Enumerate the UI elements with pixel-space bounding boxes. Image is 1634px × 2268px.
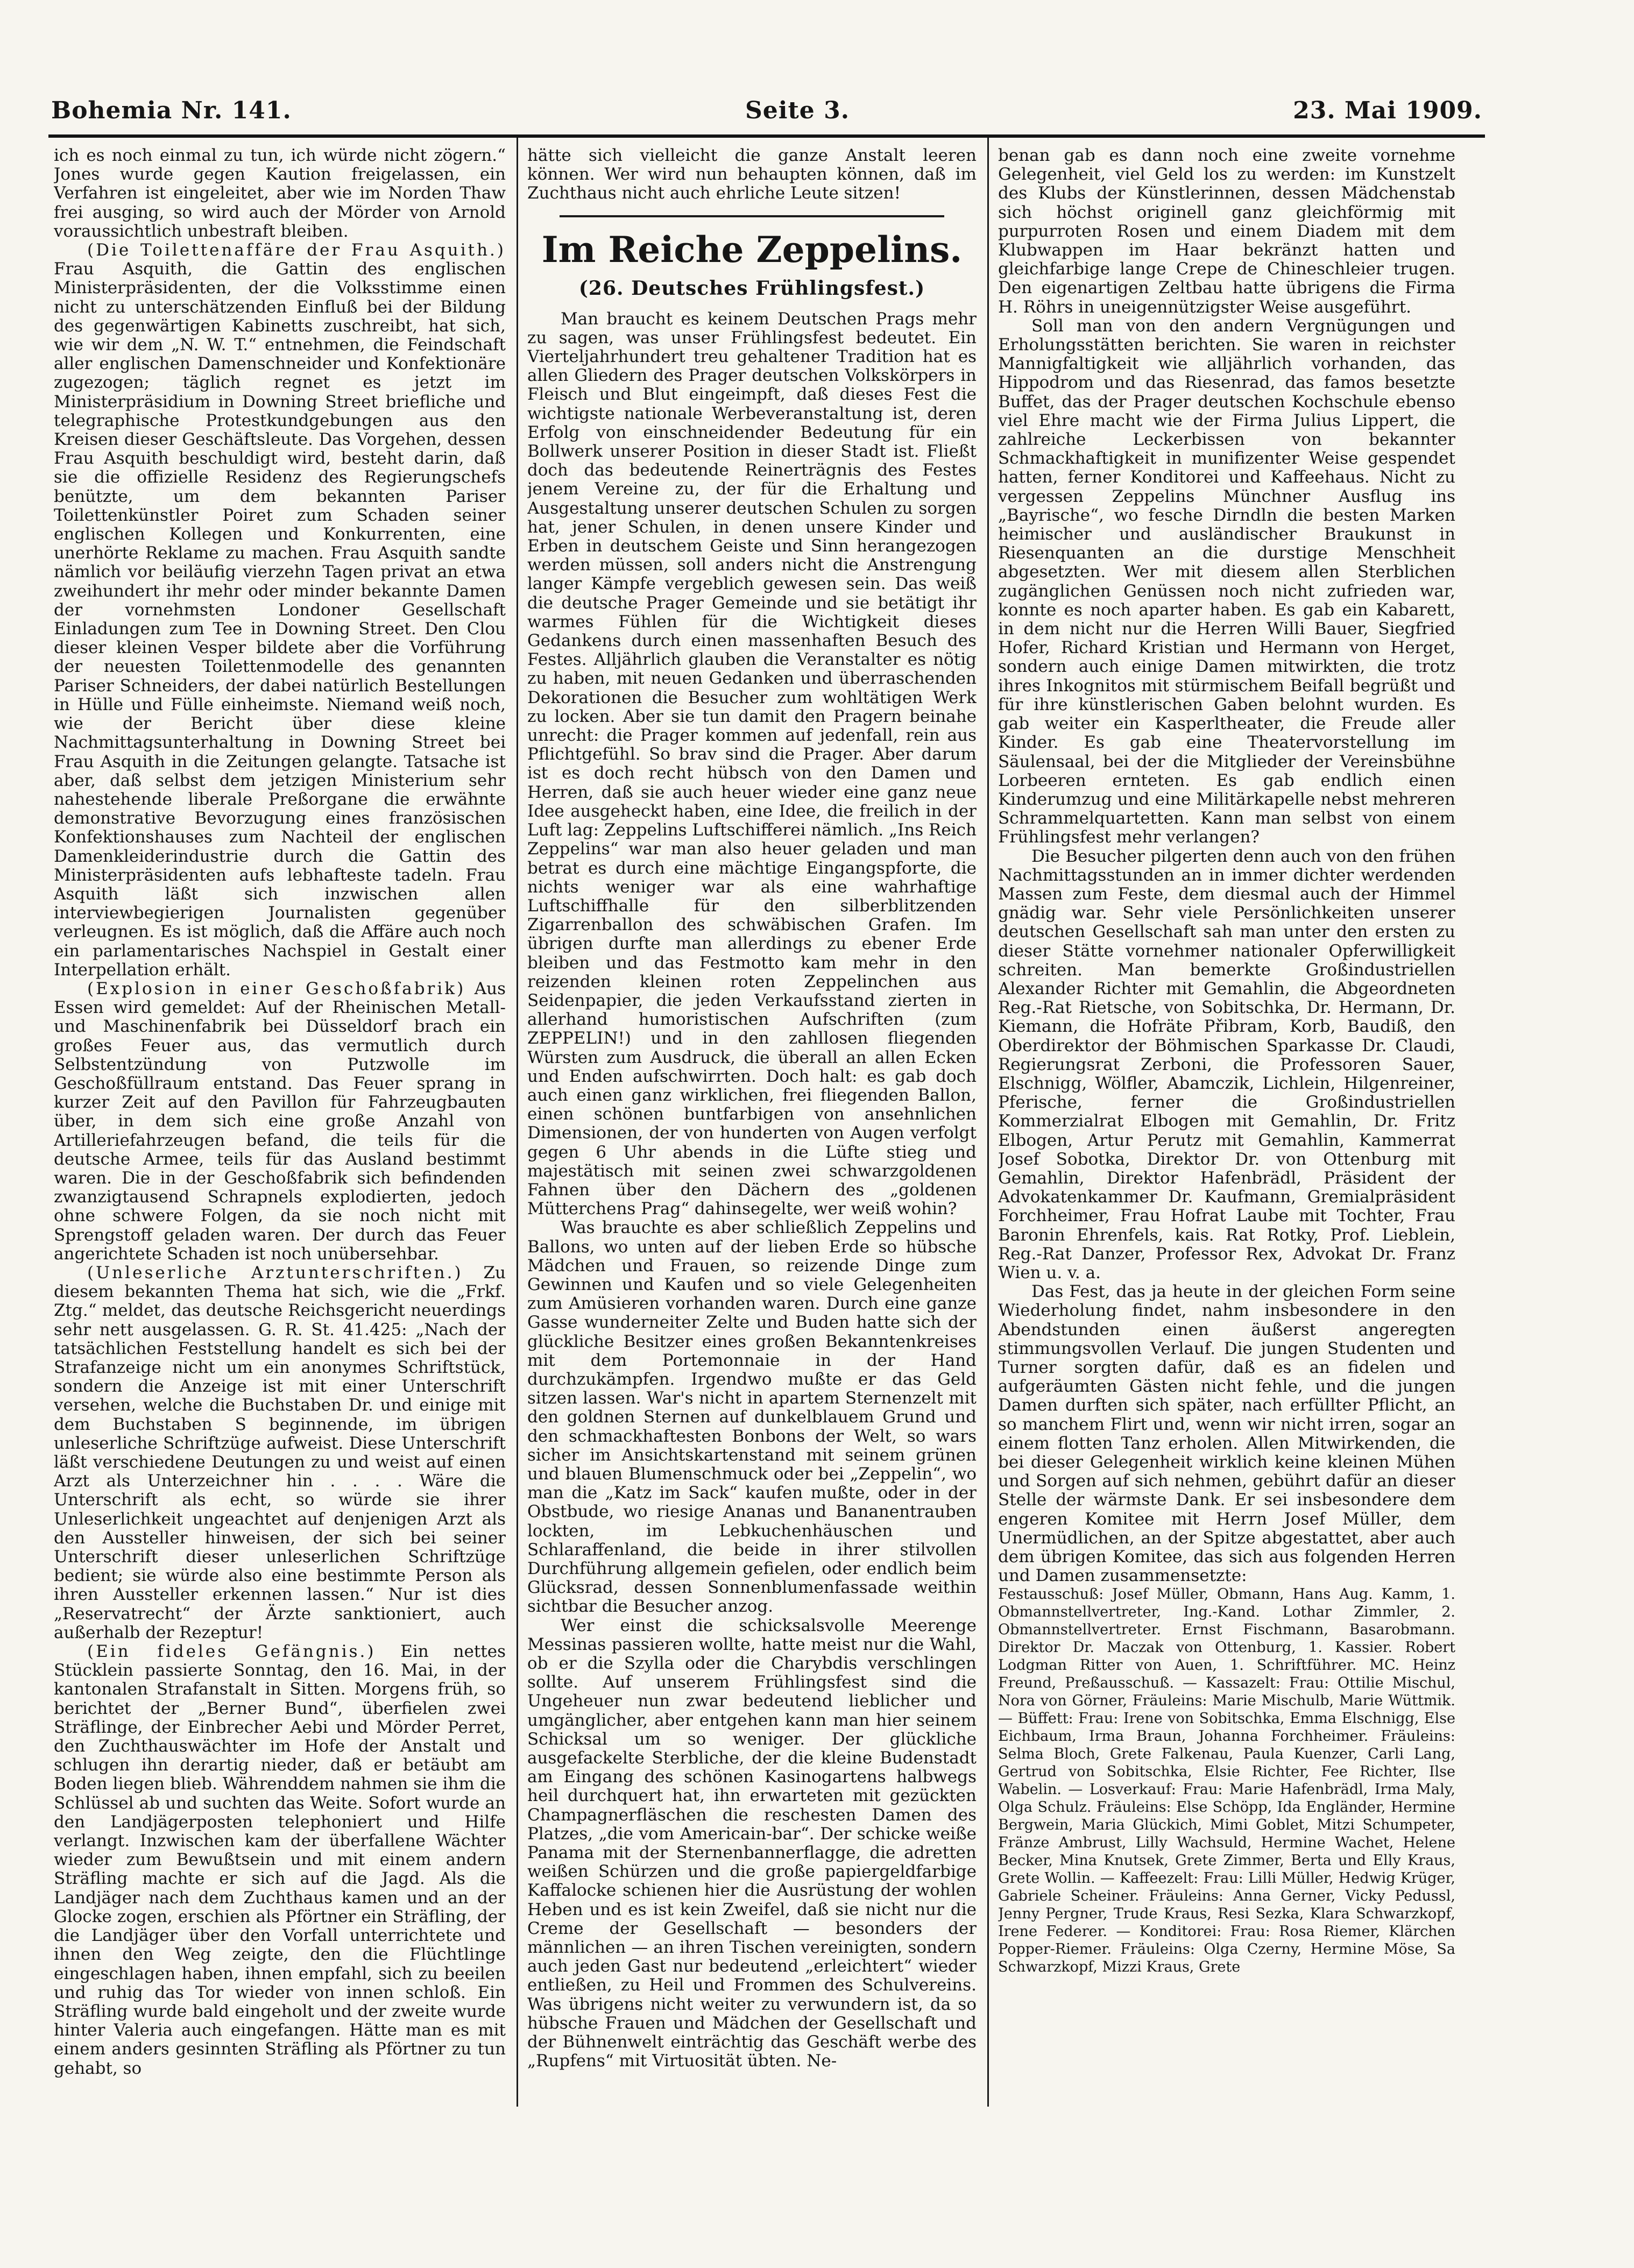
column-left — [54, 146, 506, 2104]
page-header — [51, 81, 1482, 134]
paragraph: Man braucht es keinem Deutschen Prags mehr zu sagen, was unser Frühlingsfest bedeutet. Ein Vierteljahrhundert treu gehaltener Tradition hat es allen Gliedern des Prager deutschen Volkskörpers in Fleisch und Blut eingeimpft, daß dieses Fest die wichtigste nationale Werbeveranstaltung ist, deren Erfolg von einschneidender Bedeutung für ein Bollwerk unserer Position in dieser Stadt ist. Fließt doch das bedeutende Reinerträgnis des Festes jenem Vereine zu, der für die Erhaltung und Ausgestaltung unserer deutschen Schulen zu sorgen hat, jener Schulen, in denen unsere Kinder und Erben in deutschem Geiste und Sinn herangezogen werden müssen, soll anders nicht die Anstrengung langer Kämpfe vergeblich gewesen sein. Das weiß die deutsche Prager Gemeinde und sie betätigt ihr warmes Fühlen für die Wichtigkeit dieses Gedankens durch einen massenhaften Besuch des Festes. Alljährlich glauben die Veranstalter es nötig zu haben, mit neuen Gedanken und überraschenden Dekorationen die Besucher zum wohltätigen Werk zu locken. Aber sie tun damit den Pragern beinahe unrecht: die Prager kommen auf jedenfall, rein aus Pflichtgefühl. So brav sind die Prager. Aber darum ist es doch recht hübsch von den Damen und Herren, daß sie auch heuer wieder eine ganz neue Idee ausgeheckt haben, eine Idee, die freilich in der Luft lag: Zeppelins Luftschifferei nämlich. „Ins Reich Zeppelins“ war man also heuer geladen und man betrat es durch eine mächtige Eingangspforte, die nichts weniger war als eine wahrhaftige Luftschiffhalle für den silberblitzenden Zigarrenballon des schwäbischen Grafen. Im übrigen durfte man allerdings zu ebener Erde bleiben und das Festmotto kam mehr in den reizenden kleinen roten Zeppelinchen aus Seidenpapier, die jeden Verkaufsstand zierten in allerhand humoristischen Aufschriften (zum ZEPPELIN!) und in den zahllosen fliegenden Würsten zum Ausdruck, die überall an allen Ecken und Enden aufschwirrten. Doch halt: es gab doch auch einen ganz wirklichen, frei fliegenden Ballon, einen schönen buntfarbigen von ansehnlichen Dimensionen, der von hunderten von Augen verfolgt gegen 6 Uhr abends in die Lüfte stieg und majestätisch mit seinen zwei schwarzgoldenen Fahnen über den Dächern des „goldenen Mütterchens Prag“ dahinsegelte, wer weiß wohin? — [527, 309, 977, 1219]
paragraph — [54, 1264, 506, 1642]
paragraph-text: Ein nettes Stücklein passierte Sonntag, den 16. Mai, in der kantonalen Strafanstalt in Sitten. Morgens früh, so berichtet der „Berner Bund“, überfielen zwei Sträflinge, der Einbrecher Aebi und Mörder Perret, den Zuchthauswächter im Hofe der Anstalt und schlugen ihn derartig nieder, daß er betäubt am Boden liegen blieb. Währenddem nahmen sie ihm die Schlüssel ab und suchten das Weite. Sofort wurde an den Landjägerposten telephoniert und Hilfe verlangt. Inzwischen kam der überfallene Wächter wieder zum Bewußtsein und mit einem andern Sträfling machte er sich auf die Jagd. Als die Landjäger nach dem Zuchthaus kamen und an der Glocke zogen, erschien als Pförtner ein Sträfling, der die Landjäger über den Vorfall unterrichtete und ihnen den Weg zeigte, den die Flüchtlinge eingeschlagen haben, ihnen empfahl, sich zu beeilen und ruhig das Tor wieder von innen schloß. Ein Sträfling wurde bald eingeholt und der zweite wurde hinter Valeria auch eingefangen. Hätte man es mit einem anders gesinnten Sträfling als Pförtner zu tun gehabt, so — [54, 1642, 506, 2078]
article-subtitle: (26. Deutsches Frühlingsfest.) — [578, 277, 925, 300]
column-divider — [987, 138, 989, 2107]
paragraph-text: Aus Essen wird gemeldet: Auf der Rheinischen Metall- und Maschinenfabrik bei Düsseldorf brach ein großes Feuer aus, das vermutlich durch Selbstentzündung von Putzwolle im Geschoßfüllraum entstand. Das Feuer sprang in kurzer Zeit auf den Pavillon für Fahrzeugbauten über, in dem sich eine große Anzahl von Artilleriefahrzeugen befand, die teils für die deutsche Armee, teils für das Ausland bestimmt waren. Die in der Geschoßfabrik sich befindenden zwanzigtausend Schrapnels explodierten, jedoch ohne schwere Folgen, da sie noch nicht mit Sprengstoff geladen waren. Der durch das Feuer angerichtete Schaden ist noch unübersehbar. — [54, 979, 506, 1264]
page-number: Seite 3. — [745, 97, 850, 124]
paragraph-text: Zu diesem bekannten Thema hat sich, wie die „Frkf. Ztg.“ meldet, das deutsche Reichsgericht neuerdings sehr nett ausgelassen. G. R. St. 41.425: „Nach der tatsächlichen Feststellung handelt es sich bei der Strafanzeige nicht um ein anonymes Schriftstück, sondern die Anzeige ist mit einer Unterschrift versehen, welche die Buchstaben Dr. und einige mit dem Buchstaben S beginnende, im übrigen unleserliche Schriftzüge aufweist. Diese Unterschrift läßt verschiedene Deutungen zu und weist auf einen Arzt als Unterzeichner hin . . . . Wäre die Unterschrift als echt, so würde sie ihrer Unleserlichkeit ungeachtet auf denjenigen Arzt als den Aussteller hinweisen, der sich bei seiner Unterschrift dieser unleserlichen Schriftzüge bedient; sie würde also eine bestimmte Person als ihren Aussteller erkennen lassen.“ Nur ist dies „Reservatrecht“ der Ärzte sanktioniert, auch außerhalb der Rezeptur! — [54, 1263, 506, 1642]
article-rubric: (Unleserliche Arztunterschriften.) — [87, 1263, 463, 1282]
paragraph: ich es noch einmal zu tun, ich würde nicht zögern.“ Jones wurde gegen Kaution freigelassen, ein Verfahren ist eingeleitet, aber wie im Norden Thaw frei ausging, so wird auch der Mörder von Arnold voraussichtlich unbestraft bleiben. — [54, 146, 506, 241]
article-rubric: (Explosion in einer Geschoßfabrik) — [87, 979, 466, 998]
column-right — [998, 146, 1455, 2104]
column-middle — [527, 146, 977, 2104]
paragraph: Die Besucher pilgerten denn auch von den frühen Nachmittagsstunden an in immer dichter werdenden Massen zum Feste, dem diesmal auch der Himmel gnädig war. Sehr viele Persönlichkeiten unserer deutschen Gesellschaft sah man unter den ersten zu dieser Stätte vornehmer nationaler Opferwilligkeit schreiten. Man bemerkte Großindustriellen Alexander Richter mit Gemahlin, die Abgeordneten Reg.-Rat Rietsche, von Sobitschka, Dr. Hermann, Dr. Kiemann, die Hofräte Přibram, Korb, Baudiß, den Oberdirektor der Böhmischen Sparkasse Dr. Claudi, Regierungsrat Zerboni, die Professoren Sauer, Elschnigg, Wölfler, Abamczik, Lichlein, Hilgenreiner, Pferische, ferner die Großindustriellen Kommerzialrat Elbogen mit Gemahlin, Dr. Fritz Elbogen, Artur Perutz mit Gemahlin, Kammerrat Josef Sobotka, Direktor Dr. von Ottenburg mit Gemahlin, Direktor Hafenbrädl, Präsident der Advokatenkammer Dr. Kaufmann, Gremialpräsident Forchheimer, Frau Hofrat Laube mit Tochter, Frau Baronin Ehrenfels, kais. Rat Rotky, Prof. Lieblein, Reg.-Rat Danzer, Professor Rex, Advokat Dr. Franz Wien u. v. a. — [998, 846, 1455, 1282]
masthead-issue: Bohemia Nr. 141. — [51, 97, 292, 124]
article-rubric: (Ein fideles Gefängnis.) — [87, 1642, 376, 1662]
paragraph: Soll man von den andern Vergnügungen und Erholungsstätten berichten. Sie waren in reichster Mannigfaltigkeit wie alljährlich vorhanden, das Hippodrom und das Riesenrad, das famos besetzte Buffet, das der Prager deutschen Kochschule ebenso viel Ehre macht wie der Firma Julius Lippert, die zahlreiche Leckerbissen von bekannter Schmackhaftigkeit in munifizenter Weise gespendet hatten, ferner Konditorei und Kaffeehaus. Nicht zu vergessen Zeppelins Münchner Ausflug ins „Bayrische“, wo fesche Dirndln die besten Marken heimischer und ausländischer Braukunst in Riesenquanten an die durstige Menschheit abgesetzten. Wer mit diesem allen Sterblichen zugänglichen Genüssen noch nicht zufrieden war, konnte es noch aparter haben. Es gab ein Kabarett, in dem nicht nur die Herren Willi Bauer, Siegfried Hofer, Richard Kristian und Hermann von Herget, sondern auch einige Damen mitwirkten, die trotz ihres Inkognitos mit stürmischem Beifall begrüßt und für ihre künstlerischen Gaben belohnt wurden. Es gab weiter ein Kasperltheater, die Freude aller Kinder. Es gab eine Theatervorstellung im Säulensaal, bei der die Mitglieder der Vereinsbühne Lorbeeren ernteten. Es gab endlich einen Kinderumzug und eine Militärkapelle nebst mehreren Schrammelquartetten. Kann man selbst von einem Frühlingsfest mehr verlangen? — [998, 316, 1455, 847]
paragraph: Was brauchte es aber schließlich Zeppelins und Ballons, wo unten auf der lieben Erde so hübsche Mädchen und Frauen, so reizende Dinge zum Gewinnen und Kaufen und so viele Gelegenheiten zum Amüsieren vorhanden waren. Durch eine ganze Gasse wunderneiter Zelte und Buden hatte sich der glückliche Besitzer eines großen Bekanntenkreises mit dem Portemonnaie in der Hand durchzukämpfen. Irgendwo mußte er das Geld sitzen lassen. War's nicht in apartem Sternenzelt mit den goldnen Sternen auf dunkelblauem Grund und den schmackhaftesten Bonbons der Welt, so wars sicher im Ansichtskartenstand mit seinem grünen und blauen Blumenschmuck oder bei „Zeppelin“, wo man die „Katz im Sack“ kaufen mußte, oder in der Obstbude, wo riesige Ananas und Bananentrauben lockten, im Lebkuchenhäuschen und Schlaraffenland, die beide in ihrer stilvollen Durchführung allgemein gefielen, oder endlich beim Glücksrad, dessen Sonnenblumenfassade weithin sichtbar die Besucher anzog. — [527, 1218, 977, 1617]
column-divider — [517, 138, 518, 2107]
article-separator — [560, 215, 944, 217]
paragraph: Wer einst die schicksalsvolle Meerenge Messinas passieren wollte, hatte meist nur die Wahl, ob er die Szylla oder die Charybdis verschlingen sollte. Auf unserem Frühlingsfest sind die Ungeheuer nun zwar bedeutend lieblicher und umgänglicher, aber entgehen kann man hier seinem Schicksal um so weniger. Der glückliche ausgefackelte Sterbliche, der die kleine Budenstadt am Eingang des schönen Kasinogartens halbwegs heil durchquert hat, ihn erwarteten mit gezückten Champagnerfläschen die reschesten Damen des Platzes, „die vom Americain-bar“. Der schicke weiße Panama mit der Sternenbannerflagge, die adretten weißen Schürzen und die große papiergeldfarbige Kaffalocke schienen hier die Ausrüstung der wohlen Heben und es ist kein Zweifel, daß sie nicht nur die Creme der Gesellschaft — besonders der männlichen — an ihren Tischen vereinigten, sondern auch jeden Gast nur bedeutend „erleichtert“ wieder entließen, zu Heil und Frommen des Schulvereins. Was übrigens nicht weiter zu verwundern ist, da so hübsche Frauen und Mädchen der Gesellschaft und der Bühnenwelt einträchtig das Geschäft werbe des „Rupfens“ mit Virtuosität übten. Ne- — [527, 1615, 977, 2071]
paragraph — [54, 980, 506, 1264]
article-rubric: (Die Toilettenaffäre der Frau Asquith.) — [87, 240, 506, 260]
paragraph-text: Frau Asquith, die Gattin des englischen Ministerpräsidenten, der die Volksstimme einen nicht zu unterschätzenden Einfluß bei der Bildung des gegenwärtigen Kabinetts zuschreibt, hat sich, wie wir dem „N. W. T.“ entnehmen, die Feindschaft aller englischen Damenschneider und Konfektionäre zugezogen; täglich regnet es jetzt im Ministerpräsidium in Downing Street briefliche und telegraphische Protestkundgebungen aus den Kreisen dieser Geschäftsleute. Das Vorgehen, dessen Frau Asquith beschuldigt wird, besteht darin, daß sie die offizielle Residenz des Regierungschefs benützte, um dem bekannten Pariser Toilettenkünstler Poiret zum Schaden seiner englischen Kollegen und Konkurrenten, eine unerhörte Reklame zu machen. Frau Asquith sandte nämlich vor beiläufig vierzehn Tagen privat an etwa zweihundert ihr mehr oder minder bekannte Damen der vornehmsten Londoner Gesellschaft Einladungen zum Tee in Downing Street. Den Clou dieser kleinen Vesper bildete aber die Vorführung der neuesten Toilettenmodelle des genannten Pariser Schneiders, der dabei natürlich Bestellungen in Hülle und Fülle einheimste. Niemand weiß noch, wie der Bericht über diese kleine Nachmittagsunterhaltung in Downing Street bei Frau Asquith in die Zeitungen gelangte. Tatsache ist aber, daß selbst dem jetzigen Ministerium sehr nahestehende liberale Preßorgane die erwähnte demonstrative Bevorzugung eines französischen Konfektionshauses zum Nachteil der englischen Damenkleiderindustrie durch die Gattin des Ministerpräsidenten aufs lebhafteste tadeln. Frau Asquith läßt sich inzwischen allen interviewbegierigen Journalisten gegenüber verleugnen. Es ist möglich, daß die Affäre auch noch ein parlamentarisches Nachspiel in Gestalt einer Interpellation erhält. — [54, 259, 506, 980]
header-rule — [48, 134, 1485, 138]
issue-date: 23. Mai 1909. — [1293, 97, 1482, 124]
committee-list: Festausschuß: Josef Müller, Obmann, Hans Aug. Kamm, 1. Obmannstellvertreter, Ing.-Kand. Lothar Zimmler, 2. Obmannstellvertreter. Ernst Fischmann, Basarobmann. Direktor Dr. Maczak von Ottenburg, 1. Kassier. Robert Lodgman Ritter von Auen, 1. Schriftführer. MC. Heinz Freund, Preßausschuß. — Kassazelt: Frau: Ottilie Mischul, Nora von Görner, Fräuleins: Marie Mischulb, Marie Wüttmik. — Büffett: Frau: Irene von Sobitschka, Emma Elschnigg, Else Eichbaum, Irma Braun, Johanna Forchheimer. Fräuleins: Selma Bloch, Grete Falkenau, Paula Kuenzer, Carli Lang, Gertrud von Sobitschka, Elsie Richter, Fee Richter, Ilse Wabelin. — Losverkauf: Frau: Marie Hafenbrädl, Irma Maly, Olga Schulz. Fräuleins: Else Schöpp, Ida Engländer, Hermine Bergwein, Maria Glückich, Mimi Goblet, Mitzi Schumpeter, Fränze Ambrust, Lilly Wachsuld, Hermine Wachet, Helene Becker, Mina Knutsek, Grete Zimmer, Berta und Elly Kraus, Grete Wollin. — Kaffeezelt: Frau: Lilli Müller, Hedwig Krüger, Gabriele Scheiner. Fräuleins: Anna Gerner, Vicky Pedussl, Jenny Pergner, Trude Kraus, Resi Sezka, Klara Schwarzkopf, Irene Federer. — Konditorei: Frau: Rosa Riemer, Klärchen Popper-Riemer. Fräuleins: Olga Czerny, Hermine Möse, Sa Schwarzkopf, Mizzi Kraus, Grete — [998, 1586, 1455, 1976]
paragraph — [54, 1642, 506, 2078]
paragraph: hätte sich vielleicht die ganze Anstalt leeren können. Wer wird nun behaupten können, daß im Zuchthaus nicht auch ehrliche Leute sitzen! — [527, 146, 977, 203]
paragraph: Das Fest, das ja heute in der gleichen Form seine Wiederholung findet, nahm insbesondere in den Abendstunden einen äußerst angeregten stimmungsvollen Verlauf. Die jungen Studenten und Turner sorgten dafür, daß es an fidelen und aufgeräumten Gästen nicht fehle, und die jungen Damen durften sich später, nach erfüllter Pflicht, an so manchem Flirt und, wenn wir nicht irren, sogar an einem flotten Tanz erholen. Allen Mitwirkenden, die bei dieser Gelegenheit wirklich keine kleinen Mühen und Sorgen auf sich nehmen, gebührt dafür an dieser Stelle der wärmste Dank. Er sei insbesondere dem engeren Komitee mit Herrn Josef Müller, dem Unermüdlichen, an der Spitze abgestattet, aber auch dem übrigen Komitee, das sich aus folgenden Herren und Damen zusammensetzte: — [998, 1282, 1455, 1586]
article-title: Im Reiche Zeppelins. — [541, 228, 963, 271]
paragraph: benan gab es dann noch eine zweite vornehme Gelegenheit, viel Geld los zu werden: im Kunstzelt des Klubs der Künstlerinnen, dessen Mädchenstab sich höchst originell ganz gleichförmig mit purpurroten Rosen und einem Diadem mit dem Klubwappen im Haar bekränzt hatten und gleichfarbige lange Crepe de Chineschleier trugen. Den eigenartigen Zeltbau hatte übrigens die Firma H. Röhrs in uneigennützigster Weise ausgeführt. — [998, 146, 1455, 317]
paragraph — [54, 241, 506, 980]
